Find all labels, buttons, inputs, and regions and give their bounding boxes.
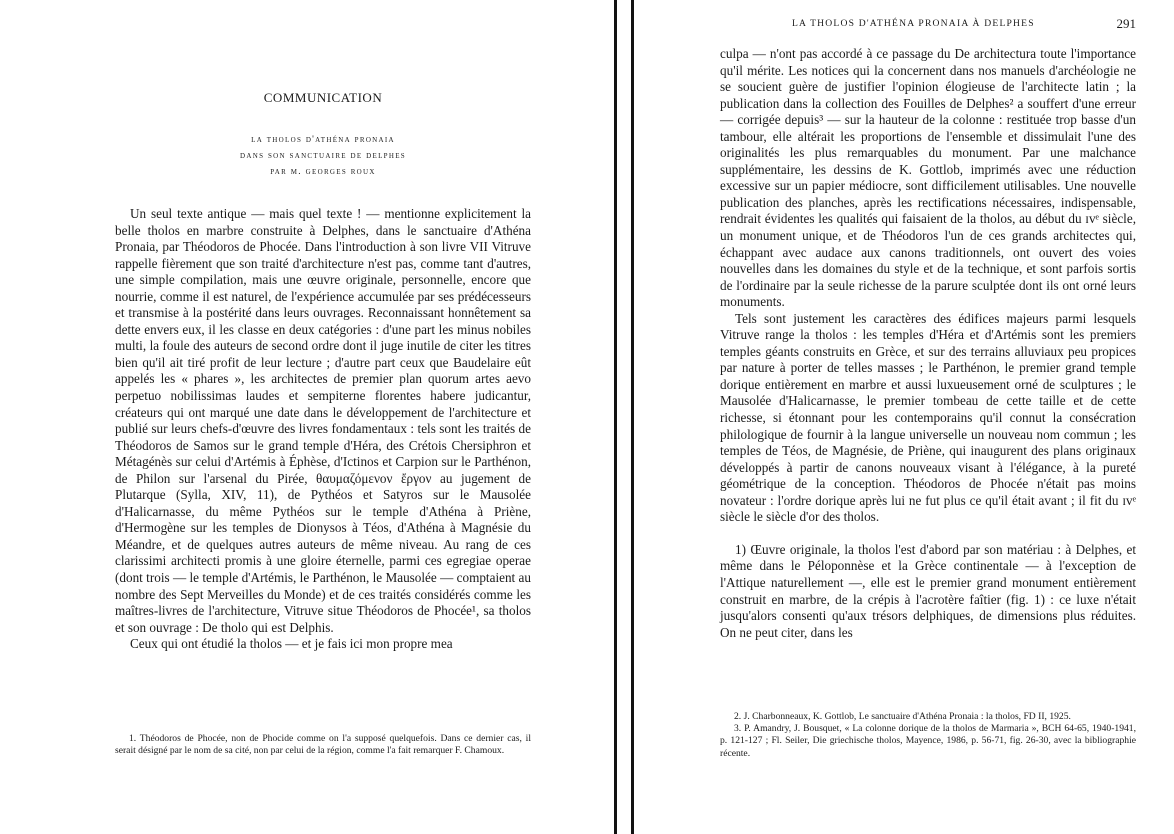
- running-head-title: LA THOLOS D'ATHÉNA PRONAIA À DELPHES: [792, 18, 1035, 29]
- right-paragraph-3: 1) Œuvre originale, la tholos l'est d'abord par son matériau : à Delphes, et même dans le Péloponnèse et la Grèce continentale — à l'exception de l'Attique naturellement —, elle est le premier grand monument entièrement construit en marbre, de la crépis à l'acrotère faîtier (fig. 1) : ce luxe n'était jusqu'alors consenti qu'aux trésors delphiques, de dimensions plus réduites. On ne peut citer, dans les: [720, 541, 1136, 640]
- left-body-text: [115, 206, 531, 653]
- right-body-text: [720, 46, 1136, 641]
- page-number: 291: [1116, 16, 1136, 31]
- article-title-line-1: la tholos d'athéna pronaia: [251, 135, 395, 145]
- article-title-line-2: dans son sanctuaire de delphes: [240, 151, 406, 161]
- section-title: COMMUNICATION: [263, 90, 383, 105]
- left-paragraph-1: Un seul texte antique — mais quel texte ! — mentionne explicitement la belle tholos en marbre construite à Delphes, dans le sanctuaire d'Athéna Pronaia, par Théodoros de Phocée. Dans l'introduction à son livre VII Vitruve rappelle fièrement que son traité d'architecture n'est pas, comme tant d'autres, une simple compilation, mais une œuvre originale, personnelle, encore que nourrie, comme il est naturel, de l'expérience accumulée par ses prédécesseurs et transmise à la postérité dans leurs ouvrages. Reconnaissant honnêtement sa dette envers eux, il les classe en deux catégories : d'une part les minus nobiles multi, la foule des auteurs de second ordre dont il juge inutile de citer les titres bien qu'il ait tiré profit de leur lecture ; d'autre part ceux que Baudelaire eût appelés les « phares », les architectes de premier plan quorum artes aevo perpetuo nobilissimas laudes et sempiterne florentes habere judicantur, créateurs qui ont marqué une date dans le développement de l'architecture et publié sur leurs chefs-d'œuvre des livres fondamentaux : tels sont les traités de Théodoros de Samos sur le grand temple d'Héra, des Crétois Chersiphron et Métagénès sur celui d'Artémis à Éphèse, d'Ictinos et Carpion sur le Parthénon, de Philon sur l'arsenal du Pirée, θαυμαζόμενον ἔργον au jugement de Plutarque (Sylla, XIV, 11), de Pythéos et Satyros sur le Mausolée d'Halicarnasse, du même Pythéos sur le temple d'Athéna à Priène, d'Hermogène sur les temples de Dionysos à Téos, d'Athéna à Magnésie du Méandre, et de quelques autres auteurs de même niveau. Au rang de ces clarissimi architecti promis à une gloire éternelle, parmi ces egregiae operae (dont trois — le temple d'Artémis, le Parthénon, le Mausolée — comptaient au nombre des Sept Merveilles du Monde) et de ces traités considérés comme les maîtres-livres de l'architecture, Vitruve situe Théodoros de Phocée¹, sa tholos et son ouvrage : De tholo qui est Delphis.: [115, 206, 531, 635]
- right-footnotes: [720, 711, 1136, 760]
- footnote-3: 3. P. Amandry, J. Bousquet, « La colonne dorique de la tholos de Marmaria », BCH 64-65, 1940-1941, p. 121-127 ; Fl. Seiler, Die griechische tholos, Mayence, 1986, p. 56-71, fig. 26-30, avec la bibliographie récente.: [720, 723, 1136, 759]
- article-author-line: par m. georges roux: [270, 167, 376, 177]
- page-gutter-right: [631, 0, 634, 834]
- right-paragraph-1: culpa — n'ont pas accordé à ce passage du De architectura toute l'importance qu'il mérite. Les notices qui la concernent dans nos manuels d'archéologie ne se soucient guère de justifier l'opinion élogieuse de l'architecte latin ; la publication dans la collection des Fouilles de Delphes² a souffert d'une erreur — corrigée depuis³ — sur la hauteur de la colonne : restituée trop basse d'un tambour, elle altérait les proportions de l'ensemble et dissimulait l'une des originalités les plus remarquables du monument. Par une malchance supplémentaire, les dessins de K. Gottlob, imprimés avec une réduction excessive sur un papier médiocre, sont difficilement utilisables. Une nouvelle publication des planches, après les rectifications nécessaires, indispensable, rendrait évidentes les qualités qui faisaient de la tholos, au début du ɪvᵉ siècle, un monument unique, et de Théodoros l'un de ces grands architectes qui, échappant avec audace aux canons traditionnels, ont ouvert des voies nouvelles dans les domaines du style et de la technique, et sont parfois sortis de l'ordinaire par la seule richesse de la parure sculptée dont ils ont orné leurs monuments.: [720, 46, 1136, 310]
- left-paragraph-2: Ceux qui ont étudié la tholos — et je fais ici mon propre mea: [130, 636, 453, 652]
- footnote-1: 1. Théodoros de Phocée, non de Phocide comme on l'a supposé quelquefois. Dans ce dernier cas, il serait désigné par le nom de sa cité, non par celui de la région, comme l'a fait remarquer F. Chamoux.: [115, 733, 531, 757]
- left-footnotes: [115, 733, 531, 757]
- right-paragraph-2: Tels sont justement les caractères des édifices majeurs parmi lesquels Vitruve range la tholos : les temples d'Héra et d'Artémis sont les premiers temples géants construits en Grèce, et sur des terrains alluviaux peu propices par nature à porter de telles masses ; le Parthénon, le premier grand temple dorique entièrement en marbre et aussi luxueusement orné de sculptures ; le Mausolée d'Halicarnasse, le premier tombeau de cette taille et de cette richesse, si étonnant pour les contemporains qu'il connut la consécration philologique de fournir à la langue universelle un nouveau nom commun ; les temples de Téos, de Magnésie, de Priène, qui inaugurent des plans originaux développés à partir de canons nouveaux visant à l'élégance, à la pureté géométrique de la conception. Théodoros de Phocée n'était pas moins novateur : l'ordre dorique après lui ne fut plus ce qu'il était avant ; il fit du ɪvᵉ siècle le siècle d'or des tholos.: [720, 310, 1136, 525]
- footnote-2: 2. J. Charbonneaux, K. Gottlob, Le sanctuaire d'Athéna Pronaia : la tholos, FD II, 1925.: [734, 711, 1071, 722]
- page-gutter-left: [614, 0, 617, 834]
